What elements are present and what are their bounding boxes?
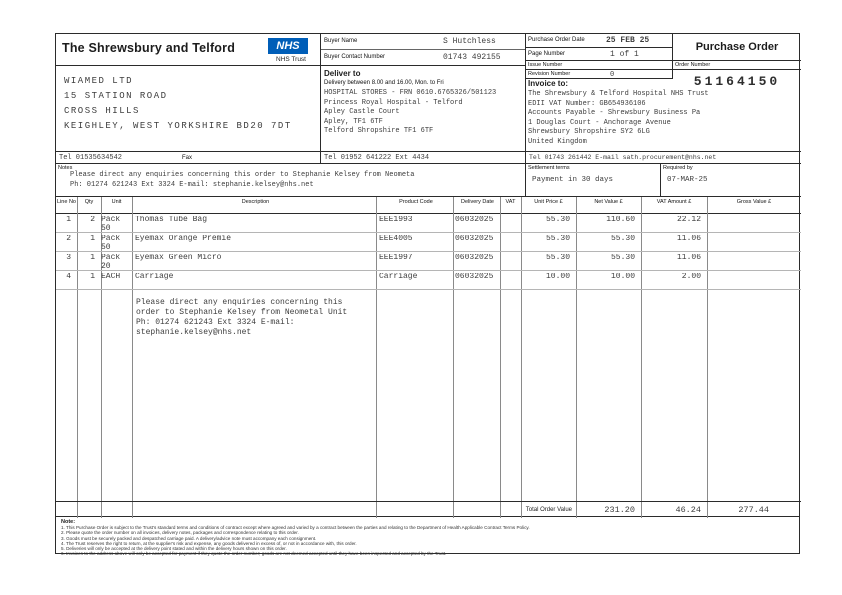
cell-unit-price: 55.30 [545, 216, 570, 224]
footer-note-label: Note: [61, 519, 76, 525]
telephone-band [56, 151, 801, 164]
table-note-line: Please direct any enquiries concerning this [136, 298, 343, 307]
cell-net-value: 55.30 [610, 235, 635, 243]
buyer-name-value: S Hutchless [443, 37, 496, 46]
cell-vat-amount: 22.12 [676, 216, 701, 224]
col-header-net-value: Net Value £ [594, 199, 623, 205]
revision-number-label: Revision Number [528, 71, 571, 77]
table-note-line: stephanie.kelsey@nhs.net [136, 328, 252, 337]
cell-description: Eyemax Green Micro [135, 254, 222, 262]
col-header-qty: Qty [84, 199, 94, 205]
col-header-line: Line No [57, 199, 76, 205]
notes-line: Ph: 01274 621243 Ext 3324 E-mail: stephanie.kelsey@nhs.net [70, 180, 314, 189]
settlement-terms-value: Payment in 30 days [532, 176, 614, 184]
cell-line: 4 [66, 273, 71, 281]
cell-unit-price: 55.30 [545, 254, 570, 262]
deliver-line: Telford Shropshire TF1 6TF [324, 127, 434, 135]
col-header-delivery-date: Delivery Date [460, 199, 494, 205]
cell-unit: Pack 50 [101, 235, 121, 251]
po-title-cell [673, 34, 801, 61]
cell-unit: Pack 20 [101, 254, 121, 270]
notes-line: Please direct any enquiries concerning this order to Stephanie Kelsey from Neometa [70, 171, 415, 179]
cell-vat-amount: 2.00 [681, 273, 701, 281]
cell-vat-code [500, 216, 521, 232]
revision-number-row [526, 70, 673, 79]
nhs-logo [268, 38, 308, 54]
purchase-order-document [55, 33, 800, 517]
total-order-value-label: Total Order Value [525, 507, 572, 513]
cell-vat-code [500, 235, 521, 251]
required-by-value: 07-MAR-25 [667, 176, 708, 184]
invoice-line: Shrewsbury Shropshire SY2 6LG [528, 128, 650, 136]
cell-product-code: EEE1997 [379, 254, 413, 262]
page-number-label: Page Number [528, 51, 566, 57]
settlement-terms-cell [526, 164, 661, 196]
revision-number-value: 0 [610, 71, 615, 79]
buyer-contact-value: 01743 492155 [443, 53, 501, 62]
col-header-gross-value: Gross Value £ [736, 199, 772, 205]
cell-unit: EACH [101, 273, 121, 281]
table-note-line: Ph: 01274 621243 Ext 3324 E-mail: [136, 318, 295, 327]
issue-number-label: Issue Number [528, 62, 563, 68]
cell-vat-code [500, 254, 521, 270]
invoice-tel: Tel 01743 261442 E-mail sath.procurement@nhs.net [529, 154, 717, 161]
total-gross-value: 277.44 [738, 505, 769, 515]
fax-label: Fax [182, 154, 193, 161]
footer-term-line: 4. The Trust reserves the right to return, at the supplier's risk and expense, any goods delivered in excess of, or not in accordance with, this order. [61, 540, 357, 546]
deliver-line: Apley Castle Court [324, 108, 400, 116]
invoice-to-block [526, 79, 801, 151]
cell-gross-value [707, 216, 801, 232]
cell-delivery-date: 06032025 [455, 254, 494, 262]
buyer-cell [321, 34, 526, 66]
notes-block [56, 164, 526, 196]
table-row [56, 252, 801, 271]
order-number-label-row [673, 61, 801, 70]
cell-vat-amount: 11.06 [676, 235, 701, 243]
required-by-cell [661, 164, 801, 196]
table-enquiries-note [136, 298, 801, 338]
cell-description: Eyemax Orange Premie [135, 235, 232, 243]
cell-product-code: EEE1993 [379, 216, 413, 224]
cell-net-value: 55.30 [610, 254, 635, 262]
cell-delivery-date: 06032025 [455, 235, 494, 243]
settlement-terms-label: Settlement terms [528, 165, 570, 171]
buyer-contact-row [321, 50, 525, 65]
delivery-tel-cell [321, 152, 526, 163]
table-row [56, 214, 801, 233]
supplier-tel: Tel 01535634542 [59, 153, 123, 162]
cell-unit-price: 10.00 [545, 273, 570, 281]
col-header-unit-price: Unit Price £ [534, 199, 563, 205]
total-net-value: 231.20 [604, 505, 635, 515]
trust-name: The Shrewsbury and Telford [62, 41, 236, 55]
invoice-line: Accounts Payable - Shrewsbury Business Pa [528, 109, 701, 117]
table-note-line: order to Stephanie Kelsey from Neometal Unit [136, 308, 348, 317]
deliver-to-title: Deliver to [324, 69, 361, 78]
supplier-line: WIAMED LTD [64, 76, 134, 86]
table-row [56, 233, 801, 252]
line-items-table [56, 196, 801, 518]
cell-vat-code [500, 273, 521, 289]
deliver-line: HOSPITAL STORES - FRN 0610.6765326/501123 [324, 89, 497, 97]
invoice-line: 1 Douglas Court - Anchorage Avenue [528, 118, 671, 127]
col-header-vat-code: VAT [505, 199, 516, 205]
cell-unit: Pack 50 [101, 216, 121, 232]
supplier-tel-cell [56, 152, 321, 163]
order-number-value: 51164150 [693, 74, 781, 89]
footer-term-line: 5. Deliveries will only be accepted at the delivery point stated and within the delivery hours shown on this order. [61, 546, 287, 552]
trust-header-cell [56, 34, 321, 66]
table-body [56, 214, 801, 502]
footer-term-line: 1. This Purchase Order is subject to the Trust's standard terms and conditions of contract except where agreed and varied by a contract between the parties and relating to the Department of Health Applicable Contract Terms Policy. [61, 525, 530, 530]
cell-qty: 1 [90, 254, 95, 262]
col-header-description: Description [241, 199, 270, 205]
po-date-row [526, 34, 673, 48]
col-header-vat-amount: VAT Amount £ [656, 199, 692, 205]
cell-product-code: Carriage [379, 273, 418, 281]
col-header-unit: Unit [111, 199, 122, 205]
supplier-line: KEIGHLEY, WEST YORKSHIRE BD20 7DT [64, 121, 292, 131]
cell-vat-amount: 11.06 [676, 254, 701, 262]
cell-line: 2 [66, 235, 71, 243]
po-date-value: 25 FEB 25 [606, 36, 650, 45]
footer-term-line: 6. Invoices to the address above will only be accepted for payment if they quote the order number; goods are not deemed accepted until they have been inspected and accepted by the Trust. [61, 551, 447, 557]
cell-line: 1 [66, 216, 71, 224]
cell-qty: 2 [90, 216, 95, 224]
terms-and-conditions-box [55, 517, 800, 557]
po-title: Purchase Order [695, 41, 779, 53]
cell-gross-value [707, 254, 801, 270]
cell-description: Thomas Tube Bag [135, 216, 208, 224]
deliver-line: Princess Royal Hospital - Telford [324, 98, 463, 107]
cell-qty: 1 [90, 273, 95, 281]
invoice-to-title: Invoice to: [528, 79, 569, 88]
invoice-line: United Kingdom [528, 137, 587, 146]
delivery-hours-note: Delivery between 8.00 and 16.00, Mon. to Fri [324, 80, 444, 86]
invoice-line: EDII VAT Number: GB654936106 [528, 99, 646, 108]
cell-delivery-date: 06032025 [455, 216, 494, 224]
footer-term-line: 3. Goods must be securely packed and despatched carriage paid. A delivery/advice note must accompany each consignment. [61, 535, 317, 541]
order-number-label: Order Number [675, 62, 711, 68]
cell-net-value: 110.60 [606, 216, 635, 224]
cell-unit-price: 55.30 [545, 235, 570, 243]
total-vat-amount: 46.24 [675, 505, 701, 515]
trust-subtitle: NHS Trust [276, 56, 306, 63]
nhs-logo-text: NHS [276, 40, 300, 52]
footer-term-line: 2. Please quote the order number on all invoices, delivery notes, packages and correspondence relating to this order. [61, 530, 299, 536]
issue-number-row [526, 61, 673, 70]
supplier-line: 15 STATION ROAD [64, 91, 168, 101]
cell-qty: 1 [90, 235, 95, 243]
cell-gross-value [707, 273, 801, 289]
page-number-value: 1 of 1 [610, 50, 639, 59]
table-row [56, 271, 801, 290]
cell-delivery-date: 06032025 [455, 273, 494, 281]
deliver-line: Apley, TF1 6TF [324, 117, 383, 126]
supplier-line: CROSS HILLS [64, 106, 140, 116]
buyer-name-row [321, 34, 525, 50]
invoice-line: The Shrewsbury & Telford Hospital NHS Trust [528, 90, 709, 98]
page-number-row [526, 48, 673, 61]
cell-net-value: 10.00 [610, 273, 635, 281]
supplier-address-block [56, 66, 321, 151]
buyer-contact-label: Buyer Contact Number [324, 54, 386, 60]
total-row [56, 501, 801, 518]
required-by-label: Required by [663, 165, 693, 171]
notes-label: Notes [58, 165, 73, 171]
cell-line: 3 [66, 254, 71, 262]
cell-gross-value [707, 235, 801, 251]
buyer-name-label: Buyer Name [324, 38, 358, 44]
col-header-product-code: Product Code [399, 199, 433, 205]
cell-description: Carriage [135, 273, 174, 281]
po-date-label: Purchase Order Date [528, 37, 585, 43]
invoice-tel-cell [526, 152, 801, 163]
table-header-row [56, 197, 801, 214]
delivery-tel: Tel 01952 641222 Ext 4434 [324, 153, 430, 162]
deliver-to-block [321, 66, 526, 151]
cell-product-code: EEE4005 [379, 235, 413, 243]
